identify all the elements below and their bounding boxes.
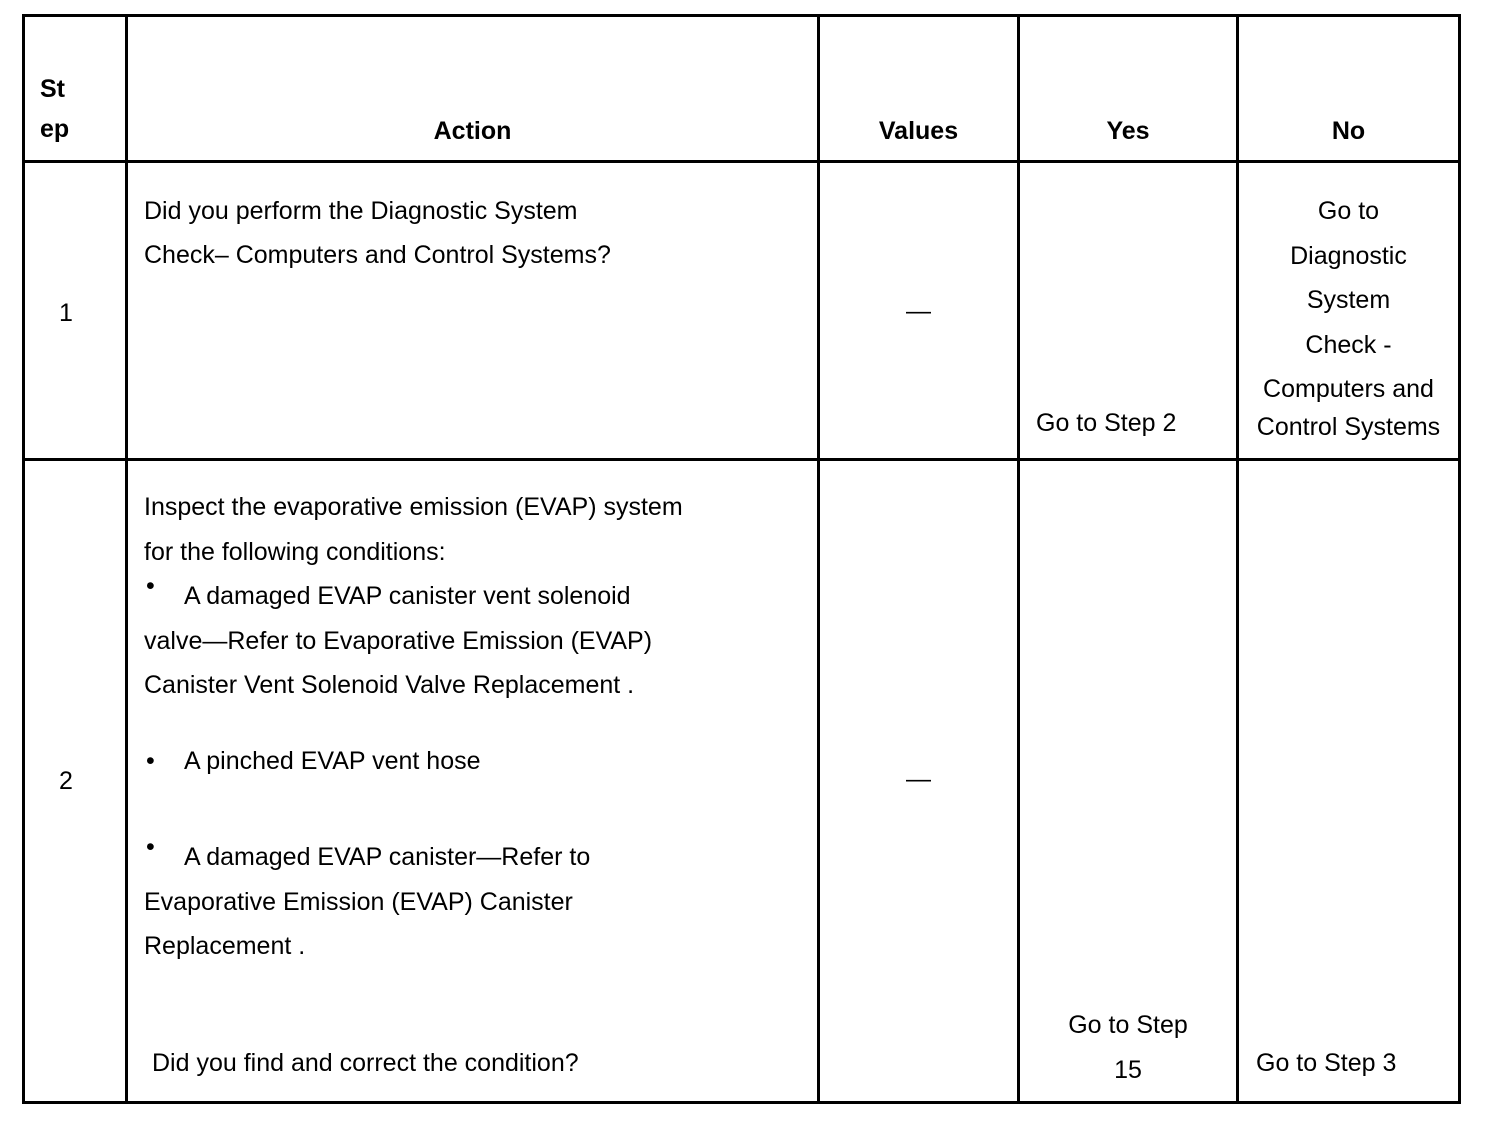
row2-yes (1019, 460, 1238, 1103)
row1-no-link[interactable]: Go to Diagnostic System Check - Computers and Control Systems (1256, 197, 1441, 441)
row2-yes-link[interactable]: Go to Step 15 (1068, 1011, 1188, 1084)
header-step (24, 16, 127, 162)
table-row (24, 162, 1460, 460)
row1-step-number: 1 (59, 299, 73, 327)
row1-values (819, 162, 1019, 460)
row2-action (127, 460, 819, 1103)
row2-bullet-3: A damaged EVAP canister—Refer to Evaporative Emission (EVAP) Canister Replacement . (144, 843, 591, 960)
row2-step-number: 2 (59, 767, 73, 795)
header-no (1238, 16, 1460, 162)
row1-values-dash: — (906, 297, 931, 325)
header-action (127, 16, 819, 162)
row2-bullet-1: A damaged EVAP canister vent solenoid valve—Refer to Evaporative Emission (EVAP) Canister Vent Solenoid Valve Replacement . (144, 582, 653, 699)
row2-no (1238, 460, 1460, 1103)
bullet-3-symbol: • (146, 833, 155, 861)
header-values (819, 16, 1019, 162)
header-row (24, 16, 1460, 162)
row2-no-link[interactable]: Go to Step 3 (1256, 1049, 1397, 1077)
bullet-1-symbol: • (146, 572, 155, 600)
header-action-label: Action (433, 117, 512, 145)
header-step-line1: St (40, 75, 65, 103)
header-values-label: Values (878, 117, 959, 145)
row1-yes (1019, 162, 1238, 460)
row1-step (24, 162, 127, 460)
row2-action-intro: Inspect the evaporative emission (EVAP) system for the following conditions: (144, 493, 683, 566)
header-yes (1019, 16, 1238, 162)
row2-values (819, 460, 1019, 1103)
header-step-line2: ep (40, 115, 70, 143)
header-yes-label: Yes (1106, 117, 1150, 145)
diagnostic-table (22, 14, 1461, 1104)
bullet-2-symbol: • (146, 747, 155, 775)
header-no-label: No (1331, 117, 1366, 145)
row1-action-text: Did you perform the Diagnostic System Check– Computers and Control Systems? (144, 197, 611, 269)
row1-action (127, 162, 819, 460)
row2-question: Did you find and correct the condition? (152, 1049, 579, 1077)
table-row (24, 460, 1460, 1103)
row2-values-dash: — (906, 765, 931, 793)
row2-bullet-2: A pinched EVAP vent hose (184, 747, 481, 775)
row2-step (24, 460, 127, 1103)
row1-yes-link[interactable]: Go to Step 2 (1036, 409, 1177, 437)
row1-no (1238, 162, 1460, 460)
